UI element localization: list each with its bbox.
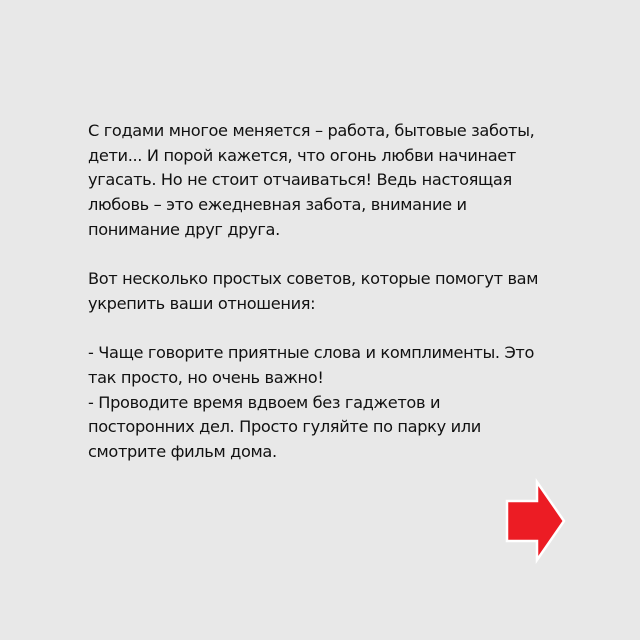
text-line: угасать. Но не стоит отчаиваться! Ведь настоящая — [88, 170, 512, 190]
post-text — [88, 119, 538, 465]
text-line: - Проводите время вдвоем без гаджетов и — [88, 392, 441, 412]
text-line: - Чаще говорите приятные слова и комплименты. Это — [88, 343, 535, 363]
text-line: смотрите фильм дома. — [88, 441, 277, 461]
text-line: укрепить ваши отношения: — [88, 293, 316, 313]
text-line: любовь – это ежедневная забота, внимание и — [88, 195, 467, 215]
text-line: так просто, но очень важно! — [88, 367, 324, 387]
text-line: Вот несколько простых советов, которые помогут вам — [88, 269, 539, 289]
text-line: С годами многое меняется – работа, бытовые заботы, — [88, 121, 535, 140]
text-line: понимание друг друга. — [88, 219, 280, 239]
paragraph-gap — [88, 242, 538, 267]
next-arrow-button[interactable] — [503, 478, 567, 564]
paragraph-gap — [88, 317, 538, 342]
text-line: дети... И порой кажется, что огонь любви начинает — [88, 145, 516, 165]
text-line: посторонних дел. Просто гуляйте по парку или — [88, 417, 481, 437]
arrow-right-icon — [503, 478, 567, 564]
